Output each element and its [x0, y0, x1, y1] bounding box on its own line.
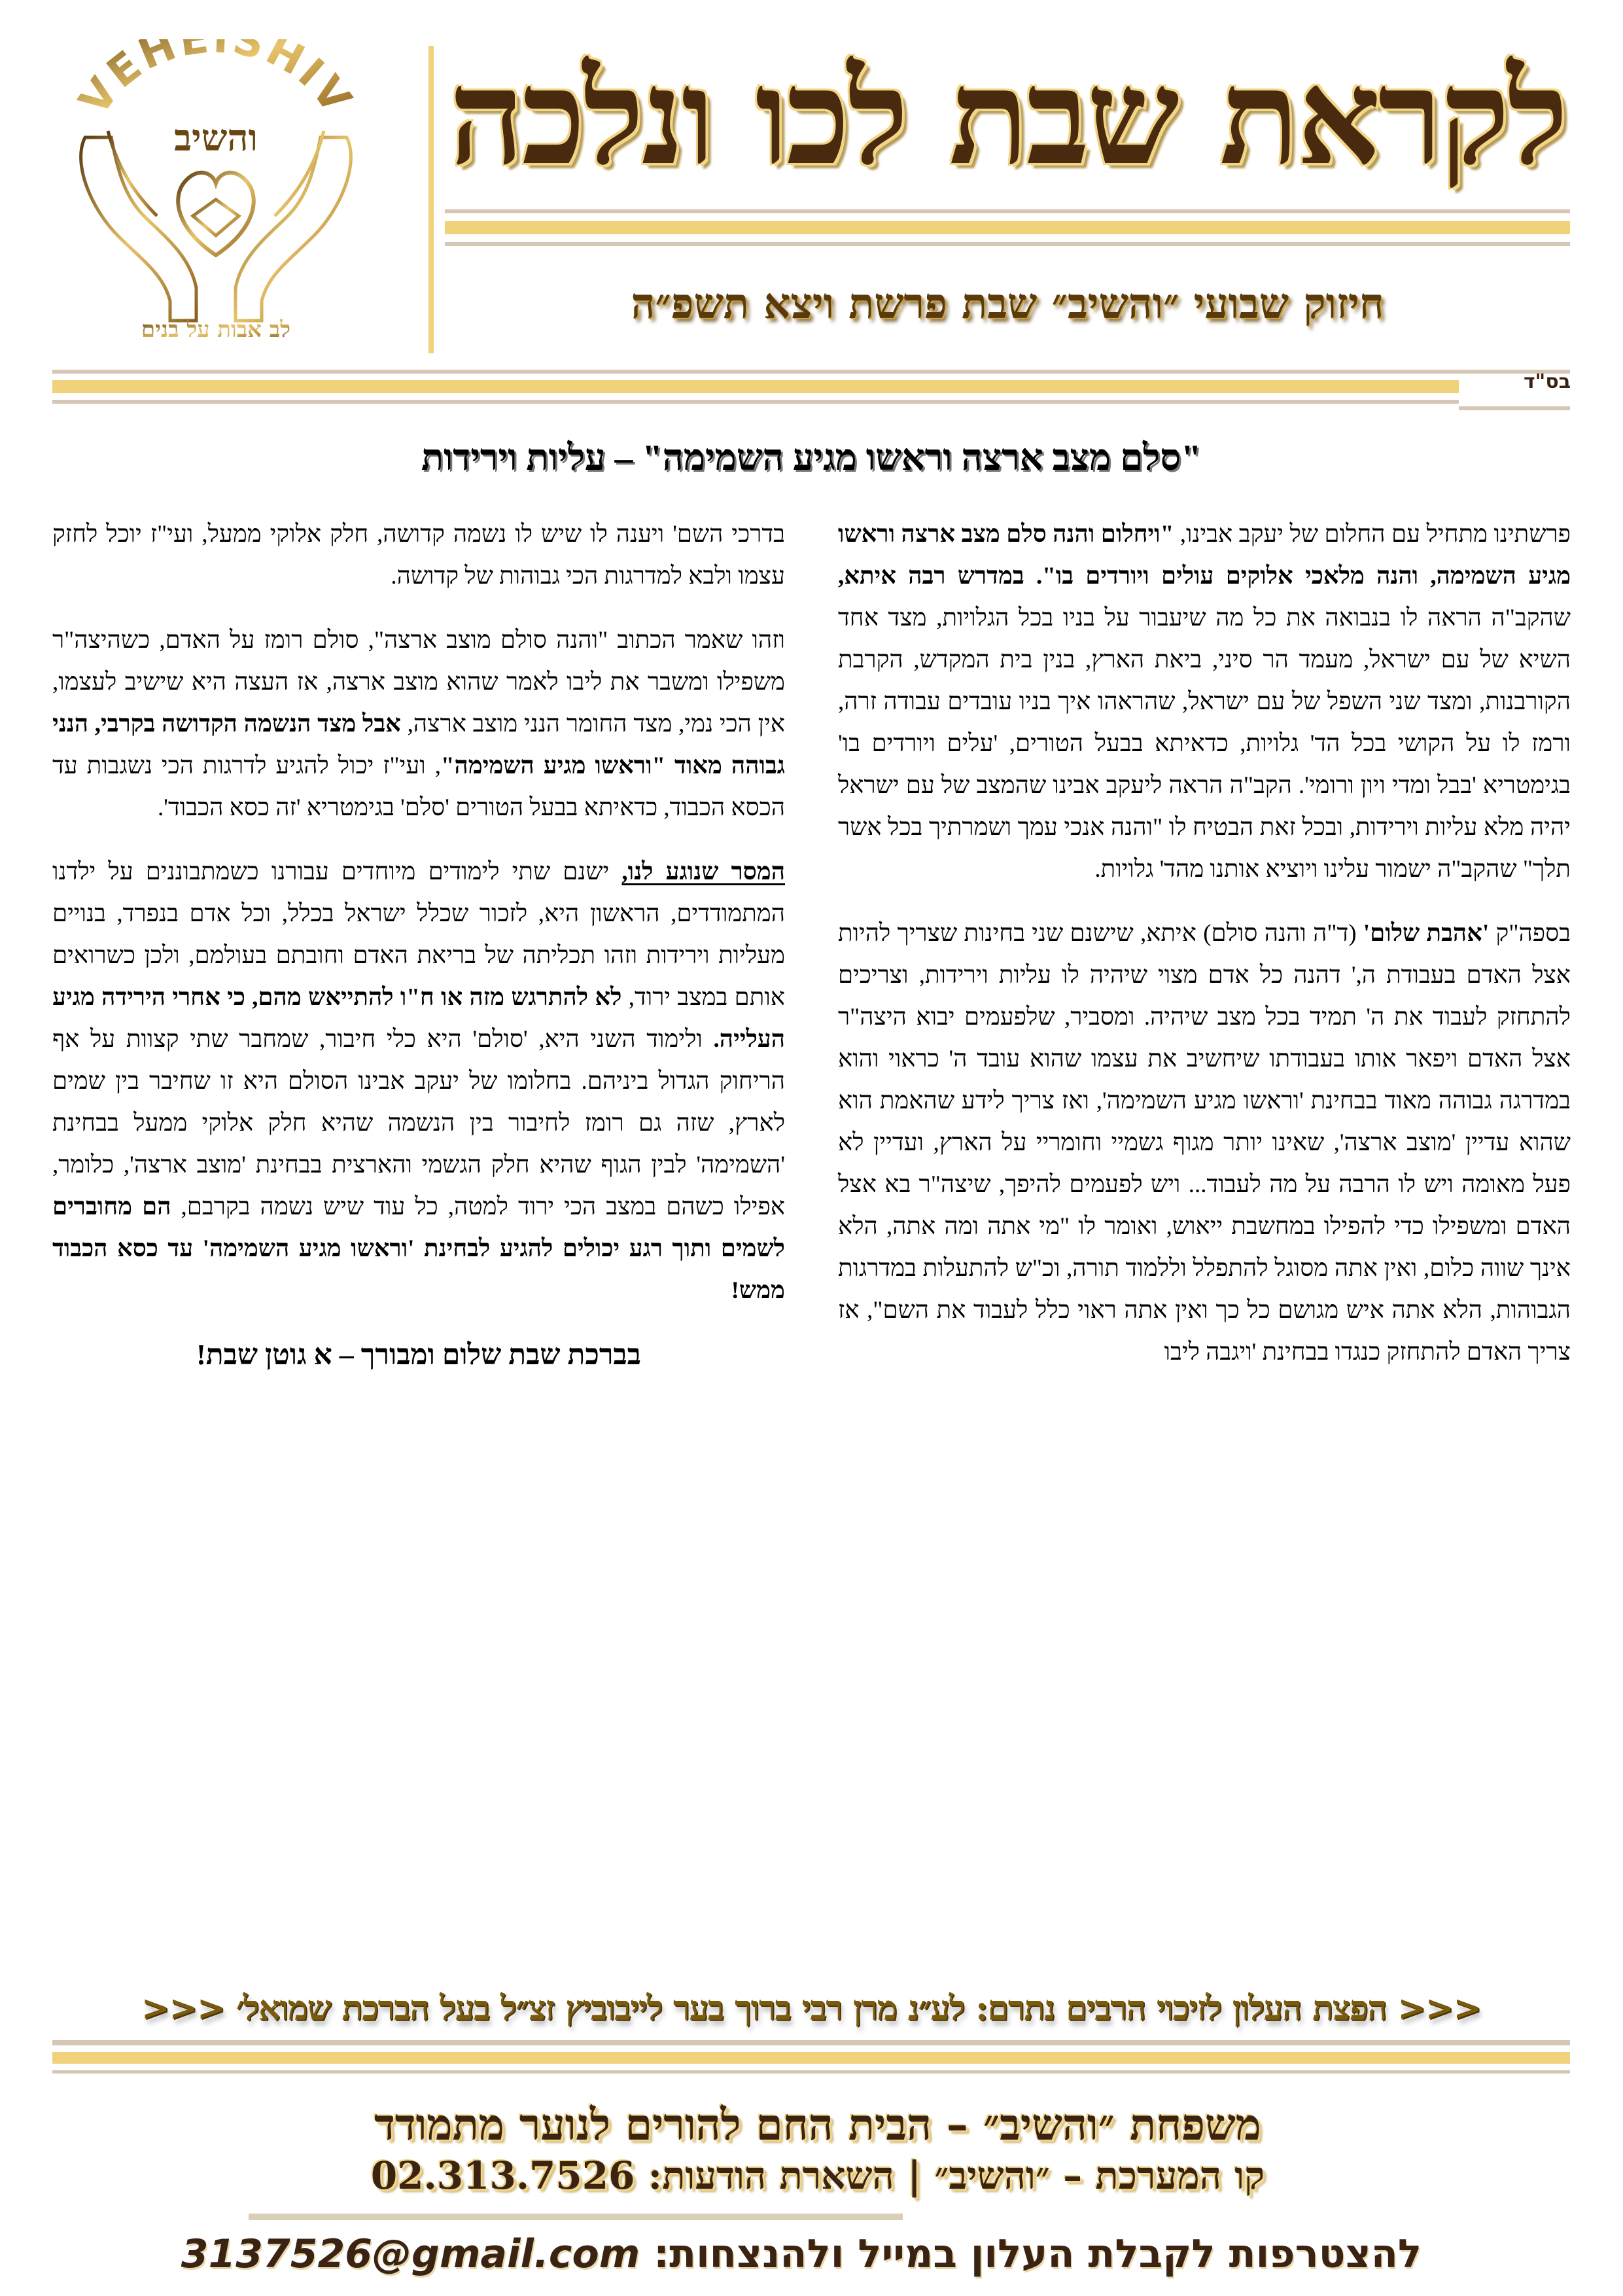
paragraph	[838, 514, 1571, 891]
header-stripes	[445, 209, 1570, 246]
logo-latin-text: VEHE SHIV	[70, 39, 362, 124]
emphasis: לא להתרגש מזה או ח"ו להתייאש מהם, כי אחרי הירידה מגיע העלייה.	[52, 984, 785, 1053]
svg-text:VEHEISHIV	[70, 39, 362, 124]
organization-line: משפחת ״והשיב״ – הבית החם להורים לנוער מתמודד	[374, 2099, 1261, 2150]
paragraph: בדרכי השם' ויענה לו שיש לו נשמה קדושה, חלק אלוקי ממעל, ועי"ז יוכל לחזק עצמו ולבא למדרגות הכי גבוהות של קדושה.	[52, 521, 785, 590]
message-heading: המסר שנוגע לנו,	[621, 858, 786, 885]
quoted-verse: "ויחלום והנה סלם מצב ארצה וראשו מגיע השמימה, והנה מלאכי אלוקים עולים ויורדים בו". במדרש רבה איתא,	[838, 521, 1571, 590]
paragraph-text: וזהו שאמר הכתוב "והנה סולם מוצב ארצה", סולם רומז על האדם, כשהיצה"ר משפילו ומשבר את ליבו לאמר שהוא מוצב ארצה, אז העצה היא שישיב לעצמו, אין הכי נמי, מצד החומר הנני מוצב ארצה,	[52, 627, 785, 737]
article-column-right	[838, 514, 1571, 1396]
paragraph	[52, 851, 785, 1312]
logo	[46, 39, 386, 347]
paragraph-text: ולימוד השני היא, 'סולם' היא כלי חיבור, שמחבר שתי קצוות על אף הריחוק הגדול ביניהם. בחלומו של יעקב אבינו הסולם היא זו שחיבר בין שמים לארץ, שזה גם רומז לחיבור בין הנשמה שהיא חלק אלוקי ממעל בבחינת 'השמימה' לבין הגוף שהיא חלק הגשמי והארצית בבחינת 'מוצב ארצה', כלומר, אפילו כשהם במצב הכי ירוד למטה, כל עוד שיש נשמה בקרבם,	[52, 1026, 785, 1220]
dedication-line: <<< הפצת העלון לזיכוי הרבים נתרם: לע״נ מרן רבי ברוך בער לייבוביץ זצ״ל בעל הברכת שמואל׳ <<<	[141, 1988, 1482, 2028]
paragraph-text: , ועי"ז יכול להגיע לדרגות הכי נשגבות עד הכסא הכבוד, כדאיתא בבעל הטורים 'סלם' בגימטריא 'זה כסא הכבוד'.	[52, 752, 785, 821]
paragraph	[52, 620, 785, 829]
email-label: להצטרפות לקבלת העלון במייל ולהנצחות:	[654, 2231, 1422, 2277]
bsd-stripes	[52, 370, 1459, 404]
paragraph-text: פרשתינו מתחיל עם החלום של יעקב אבינו,	[1174, 521, 1571, 548]
article-headline: "סלם מצב ארצה וראשו מגיע השמימה" – עליות וירידות	[421, 438, 1202, 478]
emphasis: אבל מצד הנשמה הקדושה בקרבי, הנני גבוהה מאוד "וראשו מגיע השמימה"	[52, 711, 785, 779]
emphasis: הם מחוברים לשמים ותוך רגע יכולים להגיע לבחינת 'וראשו מגיע השמימה' עד כסא הכבוד ממש!	[52, 1193, 785, 1304]
bsd-mark: בס"ד	[1524, 370, 1571, 393]
book-title: 'אהבת שלום'	[1363, 920, 1490, 947]
email-address[interactable]: 3137526@gmail.com	[181, 2231, 640, 2277]
masthead-title: לקראת שבת לכו ונלכה	[449, 41, 1566, 194]
logo-hebrew-name: והשיב	[174, 116, 258, 160]
phone-label: קו המערכת – ״והשיב״ | השארת הודעות:	[648, 2153, 1265, 2198]
paragraph-text: (ד"ה והנה סולם) איתא, שישנם שני בחינות שצריך להיות אצל האדם בעבודת ה,' דהנה כל אדם מצוי שיהיה לו עליות וירידות, וצריכים להתחזק לעבוד את ה' תמיד בכל מצב שיהיה. ומסביר, שלפעמים יבוא היצה"ר אצל האדם ויפאר אותו בעבודתו שיחשיב את עצמו שהוא עובד ה' כראוי והוא במדרגה גבוהה מאוד בבחינת 'וראשו מגיע השמימה', ואז צריך לידע שהאמת הוא שהוא עדיין 'מוצב ארצה', שאינו יותר מגוף גשמיי וחומריי על הארץ, ועדיין לא פעל מאומה ויש לו הרבה על מה לעבוד... ויש לפעמים להיפך, שיצה"ר בא אצל האדם ומשפילו כדי להפילו במחשבת ייאוש, ואומר לו "מי אתה ומה אתה, הלא אינך שווה כלום, ואין אתה מסוגל להתפלל וללמוד תורה, וכ"ש להתעלות במדרגות הגבוהות, הלא אתה איש מגושם כל כך ואין אתה ראוי כלל לעבוד את השם", אז צריך האדם להתחזק כנגדו בבחינת 'ויגבה ליבו	[838, 920, 1571, 1366]
paragraph-text: ישנם שתי לימודים מיוחדים עבורנו כשמתבוננים על ילדנו המתמודדים, הראשון היא, לזכור שכלל ישראל בכלל, וכל אדם בנפרד, בנויים מעליות וירידות וזהו תכליתה של בריאת האדם וחובתם בעולמם, ולכן כשרואים אותם במצב ירוד,	[52, 858, 785, 1011]
paragraph-text: בספה"ק	[1489, 920, 1571, 947]
footer-divider	[249, 2214, 903, 2220]
article-column-left	[52, 514, 785, 1398]
logo-slogan: לב אבות על בנים	[141, 317, 291, 343]
footer-stripes	[52, 2040, 1570, 2074]
phone-line	[196, 2149, 1439, 2202]
email-line	[164, 2225, 1439, 2284]
paragraph-text: שהקב"ה הראה לו בנבואה את כל מה שיעבור על בניו בכל הגלויות, מצד אחד השיא של עם ישראל, מעמד הר סיני, ביאת הארץ, בנין בית המקדש, הקרבת הקורבנות, ומצד שני השפל של עם ישראל, שהראהו איך בניו עובדים עבודה זרה, ורמז לו על הקושי בכל הד' גלויות, כדאיתא בבעל הטורים, 'עלים ויורדים בו' בגימטריא 'בבל ומדי ויון ורומי'. הקב"ה הראה ליעקב אבינו שהמצב של עם ישראל יהיה מלא עליות וירידות, ובכל זאת הבטיח לו "והנה אנכי עמך ושמרתיך בכל אשר תלך" שהקב"ה ישמור עלינו ויוציא אותנו מהד' גלויות.	[838, 605, 1571, 883]
header-divider	[428, 46, 434, 353]
closing-blessing: בברכת שבת שלום ומבורך – א גוטן שבת!	[196, 1339, 641, 1371]
masthead-subtitle: חיזוק שבועי ״והשיב״ שבת פרשת ויצא תשפ״ה	[631, 279, 1384, 328]
paragraph	[838, 913, 1571, 1373]
hands-heart-logo-icon	[46, 39, 386, 347]
phone-number[interactable]: 02.313.7526	[370, 2153, 635, 2198]
